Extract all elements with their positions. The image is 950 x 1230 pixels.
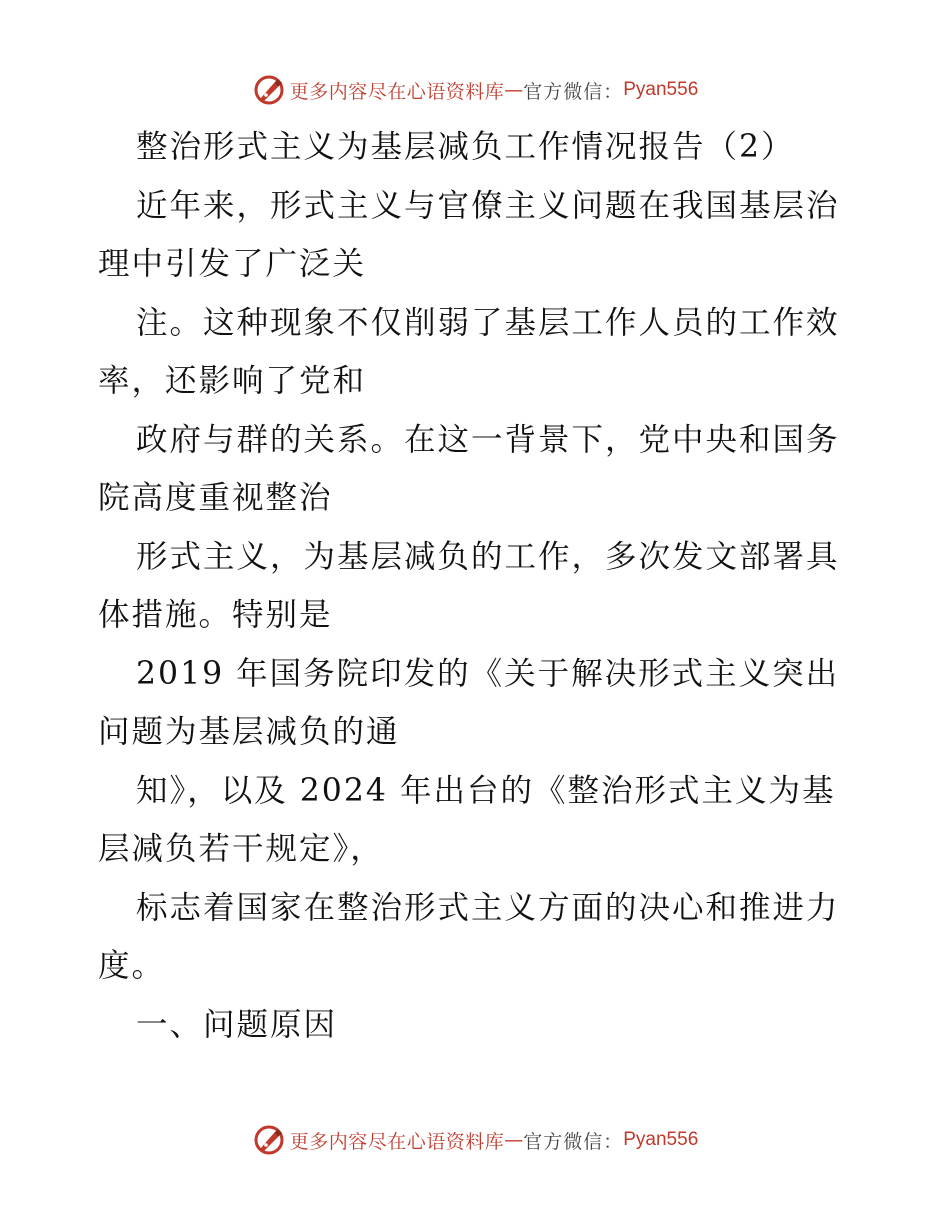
paragraph-line: 体措施。特别是 <box>98 597 333 633</box>
banner-dash: — <box>504 79 524 101</box>
paragraph-line: 形式主义，为基层减负的工作，多次发文部署具 <box>136 538 840 575</box>
document-body <box>98 118 858 1054</box>
document-title: 整治形式主义为基层减负工作情况报告（2） <box>136 129 795 165</box>
paragraph-line: 政府与群的关系。在这一背景下，党中央和国务 <box>136 421 840 458</box>
paragraph-line: 2019 年国务院印发的《关于解决形式主义突出 <box>136 655 840 692</box>
banner-wechat-id: Pyan556 <box>623 79 699 100</box>
section-heading: 一、问题原因 <box>136 1006 338 1043</box>
paragraph-line: 问题为基层减负的通 <box>98 714 400 750</box>
paragraph-line: 知》，以及 2024 年出台的《整治形式主义为基 <box>136 772 836 809</box>
banner-dash: — <box>504 1129 524 1151</box>
banner-wechat-id: Pyan556 <box>623 1129 699 1150</box>
banner-site-name: 更多内容尽在心语资料库 <box>289 1130 505 1153</box>
pen-nib-logo-icon <box>252 73 286 107</box>
paragraph-line: 标志着国家在整治形式主义方面的决心和推进力 <box>136 889 840 926</box>
footer-watermark-banner <box>0 1120 950 1160</box>
paragraph-line: 理中引发了广泛关 <box>98 246 367 282</box>
paragraph-line: 度。 <box>98 948 166 984</box>
paragraph-line: 近年来，形式主义与官僚主义问题在我国基层治 <box>136 187 840 224</box>
banner-site-name: 更多内容尽在心语资料库 <box>289 80 505 103</box>
paragraph-line: 院高度重视整治 <box>98 480 333 516</box>
paragraph-line: 层减负若干规定》， <box>98 831 384 867</box>
banner-wechat-label: 官方微信： <box>523 80 624 103</box>
header-watermark-banner <box>0 70 950 110</box>
banner-wechat-label: 官方微信： <box>523 1130 624 1153</box>
paragraph-line: 率，还影响了党和 <box>98 363 367 399</box>
pen-nib-logo-icon <box>252 1123 286 1157</box>
paragraph-line: 注。这种现象不仅削弱了基层工作人员的工作效 <box>136 304 840 341</box>
